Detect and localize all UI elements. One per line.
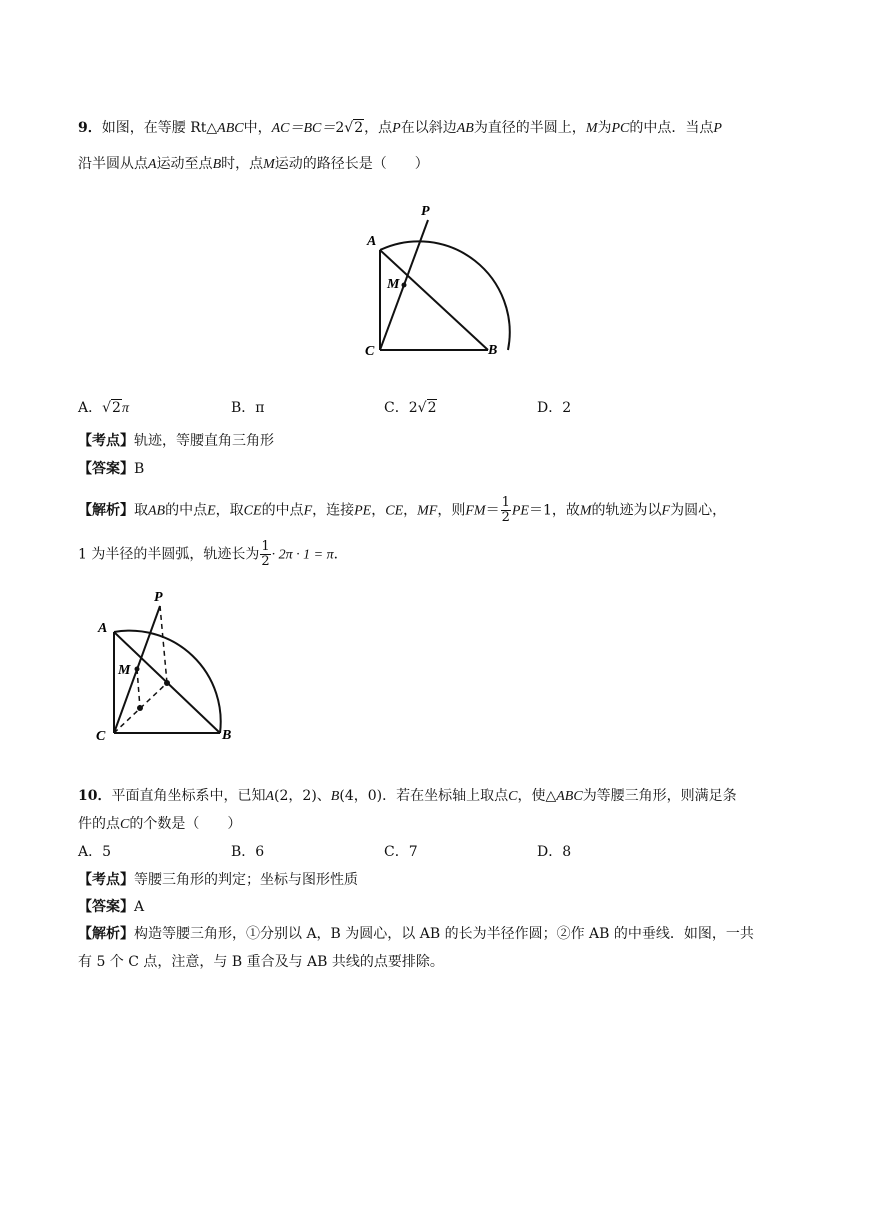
q10-analysis-line2: 有 5 个 C 点，注意，与 B 重合及与 AB 共线的点要排除。: [78, 954, 444, 970]
q9-stem-line1: 9．如图，在等腰 Rt△ABC中，AC＝BC＝2√2，点P在以斜边AB为直径的半圆上，M为PC的中点．当点P: [78, 120, 722, 136]
q10-stem-line2: 件的点C的个数是（ ）: [78, 816, 242, 832]
q10-number: 10．: [78, 788, 112, 804]
q9-option-c[interactable]: C．2√2: [384, 400, 437, 416]
fraction-half: $\frac{1}{2}$: [501, 495, 510, 525]
fig2-label-p: P: [154, 590, 163, 605]
q9-option-d[interactable]: D．2: [537, 400, 572, 416]
q9-stem-line2: 沿半圆从点A运动至点B时，点M运动的路径长是（ ）: [78, 156, 429, 172]
fig2-label-c: C: [96, 729, 106, 744]
q9-analysis-line1: 【解析】取AB的中点E，取CE的中点F，连接PE，CE，MF，则FM＝ $\frac{1}{2}$ PE＝1，故M的轨迹为以F为圆心，: [78, 495, 727, 525]
q10-analysis-line1: 【解析】构造等腰三角形，①分别以 A，B 为圆心，以 AB 的长为半径作圆；②作 AB 的中垂线．如图，一共: [78, 926, 754, 942]
q9-analysis-line2: 1 为半径的半圆弧，轨迹长为 $\frac{1}{2}$ · 2π · 1 = π．: [78, 539, 348, 569]
q10-option-a[interactable]: A．5: [78, 844, 112, 860]
fig2-label-m: M: [118, 663, 131, 678]
q10-stem-line1: 10．平面直角坐标系中，已知A(2，2)、B(4，0)．若在坐标轴上取点C，使△ABC为等腰三角形，则满足条: [78, 788, 737, 804]
fig1-label-b: B: [488, 343, 498, 358]
q10-option-d[interactable]: D．8: [537, 844, 572, 860]
q9-kaodian: 【考点】轨迹，等腰直角三角形: [78, 433, 274, 449]
q9-option-a[interactable]: A．√2π: [78, 400, 129, 416]
fig1-label-p: P: [421, 204, 430, 219]
q10-option-c[interactable]: C．7: [384, 844, 418, 860]
fig1-label-c: C: [365, 344, 375, 359]
q10-answer: 【答案】A: [78, 899, 145, 915]
q9-option-b[interactable]: B．π: [231, 400, 265, 416]
fig2-label-b: B: [222, 728, 232, 743]
q10-kaodian: 【考点】等腰三角形的判定；坐标与图形性质: [78, 872, 358, 888]
fig1-label-m: M: [387, 277, 400, 292]
fraction-half-2: $\frac{1}{2}$: [261, 539, 270, 569]
q9-answer: 【答案】B: [78, 461, 145, 477]
fig1-label-a: A: [367, 234, 377, 249]
q9-number: 9．: [78, 120, 102, 136]
q10-option-b[interactable]: B．6: [231, 844, 265, 860]
fig2-label-a: A: [98, 621, 108, 636]
